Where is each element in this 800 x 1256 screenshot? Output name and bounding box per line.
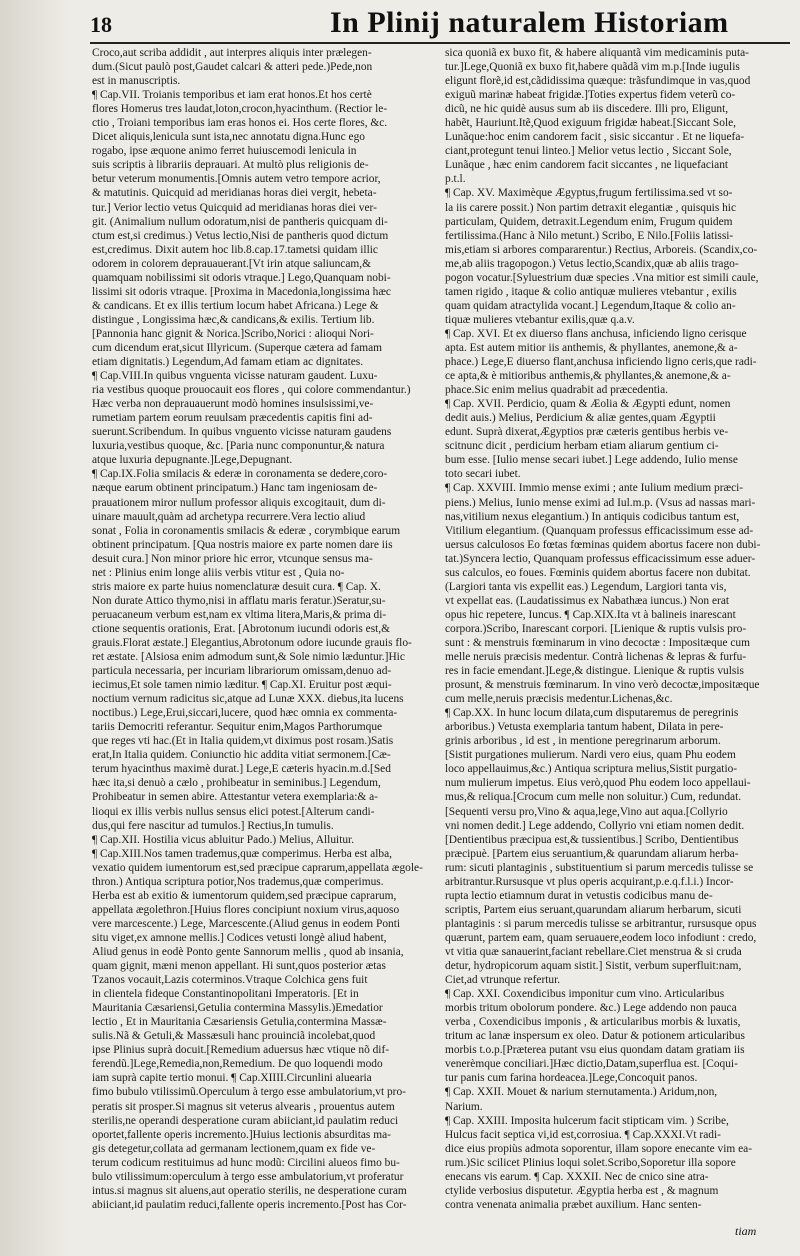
right-column-line: venerèmque conciliari.]Hæc dictio,Datam,superflua est. [Coqui- [445, 1058, 738, 1071]
left-column-line: in clientela fideque Constantinopolitani Imperatoris. [Et in [92, 988, 359, 1001]
right-column-line: enecans vis earum. ¶ Cap. XXXII. Nec de cnico sine atra- [445, 1170, 709, 1183]
right-column-line: rum: sicuti plantaginis , substituentium si parum mercedis tulisse se [445, 861, 754, 874]
left-column-line: suis scriptis à librariis deprauari. At multò plus religionis de- [92, 159, 369, 172]
left-column-line: rogabo, ipse æquone animo ferret huiuscemodi lenicula in [92, 145, 357, 158]
left-column-line: gis detegetur,collata ad germanam lectionem,quam ex fide ve- [92, 1142, 376, 1155]
right-column-line: Vitilium elegantium. (Quanquam professus efficacissimum esse ad- [445, 524, 754, 537]
left-column-line: etiam dignitatis.) Legendum,Ad famam etiam ac dignitates. [92, 356, 364, 369]
left-column-line: stris maiore ex parte huius nomenclaturæ desuit cura. ¶ Cap. X. [92, 580, 381, 593]
left-column-line: est,credimus. Dixit autem hoc lib.8.cap.17.tametsi quidam illic [92, 243, 378, 256]
right-column-line: ¶ Cap. XXVIII. Immio mense eximi ; ante Iulium medium præci- [445, 482, 744, 495]
right-column-line: bum esse. [Iulio mense secari iubet.] Lege addendo, Iulio mense [445, 454, 738, 467]
right-text-column [445, 46, 800, 1231]
right-column-line: mus,& reliqua.[Crocum cum melle non soluitur.) Cum, redundat. [445, 791, 742, 804]
right-column-line: particulam, Quidem, detraxit.Legendum enim, Frugum quidem [445, 215, 733, 228]
right-column-line: ¶ Cap. XXII. Mouet & narium sternutamenta.) Aridum,non, [445, 1086, 718, 1099]
left-column-line: grauis.Florat æstate.] Elegantius,Abrotonum odore iucunde grauis flo- [92, 636, 412, 649]
left-column-line: terum codicum restituimus ad hunc modũ: Circilini alueos fimo bu- [92, 1156, 400, 1169]
left-column-line: noctibus.) Lege,Erui,siccari,lucere, quod hæc omnia ex commenta- [92, 707, 398, 720]
left-column-line: que reges vti hac.(Et in Italia quidem,vt diximus post rosam.)Satis [92, 735, 394, 748]
page-header [0, 0, 800, 44]
right-column-line: sica quoniã ex buxo fit, & habere aliquantã vim medicaminis puta- [445, 47, 749, 59]
left-column-line: flores Homerus tres laudat,loton,crocon,hyacinthum. (Rectior le- [92, 103, 388, 116]
left-column-line: suerunt.Scribendum. In quibus vnguento vicisse naturam gaudens [92, 426, 392, 439]
left-column-line: Aliud genus in eodè Ponto gente Sannorum mellis , quod ab insania, [92, 946, 404, 958]
right-column-line: ¶ Cap.XX. In hunc locum dilata,cum disputaremus de peregrinis [445, 707, 739, 720]
left-column-line: fimo bubulo vtilissimũ.Operculum à tergo esse ambulatorium,vt pro- [92, 1086, 406, 1099]
left-column-line: terum hyacinthus maximè durat.] Lege,E cæteris hyacin.m.d.[Sed [92, 763, 391, 776]
right-column-line: vni nomen dedit.] Lege addendo, Collyrio vni etiam nomen dedit. [445, 819, 745, 832]
right-column-line: la iis carere possit.) Non partim detraxit elegantiæ , quisquis hic [445, 201, 737, 214]
left-column-line: Croco,aut scriba addidit , aut interpres aliquis inter prælegen- [92, 47, 372, 59]
right-column-line: dicũ, ne hic quidè ausus sum ab iis discedere. Illi pro, Eligunt, [445, 103, 729, 116]
left-column-line: Non durate Attico thymo,nisi in afflatu maris feratur.)Seratur,su- [92, 594, 386, 607]
left-column-line: atque luxuria depugnante.]Lege,Depugnant. [92, 454, 293, 467]
right-column-line: verba , Coxendicibus imponis , & articularibus morbis & luxatis, [445, 1016, 741, 1029]
right-column-line: ¶ Cap. XV. Maximèque Ægyptus,frugum fertilissima.sed vt so- [445, 187, 733, 200]
right-column-line: num mulierum impetus. Eius verò,quod Phu eodem loco appellaui- [445, 777, 751, 790]
left-column-line: vere marcescente.) Lege, Marcescente.(Aliud genus in eodem Ponti [92, 917, 401, 930]
right-column-line: rum.)Sic scilicet Plinius loqui solet.Scribo,Soporetur illa sopore [445, 1156, 736, 1169]
page-gutter-shadow [0, 0, 70, 1256]
left-column-line: ipse Plinius suprà docuit.[Remedium aduersus hæc vtique nõ dif- [92, 1044, 390, 1057]
right-column-line: sunt : & menstruis fœminarum in vino decoctæ : Impositæque cum [445, 636, 750, 649]
right-column-line: tiquæ mulieres vtebantur exilis,quæ q.a.v. [445, 313, 635, 326]
left-column-line: ¶ Cap.IX.Folia smilacis & ederæ in coronamenta se dedere,coro- [92, 468, 388, 481]
left-column-line: dus,qui fere nascitur ad tumulos.] Rectius,In tumulis. [92, 819, 334, 832]
right-column-line: [Sequenti versu pro,Vino & aqua,lege,Vino aut aqua.[Collyrio [445, 805, 728, 818]
right-column-line: Lunãque:hoc enim candorem facit , sisic siccantur . Et ne liquefa- [445, 131, 745, 144]
right-column-line: vt vitia quæ sanauerint,faciant rebellare.Ciet menstrua & si cruda [445, 946, 742, 958]
right-column-line: phace.Sic enim melius quadrabit ad præcedentia. [445, 384, 668, 397]
left-column-line: vexatio quidem iumentorum est,sed præcipue caprarum,appellata ægole- [92, 861, 423, 874]
left-column-line: ¶ Cap.XIII.Nos tamen trademus,quæ comperimus. Herba est alba, [92, 847, 392, 860]
left-column-line: sonat , Folia in coronamentis smilacis & ederæ , corymbique earum [92, 524, 401, 537]
right-column-line: Lunãque , hæc enim candorem facit siccantes , ne liquefaciant [445, 159, 729, 172]
page-number: 18 [90, 12, 112, 37]
left-column-line: Dicet aliquis,lenicula sunt ista,nec annotatu digna.Hunc ego [92, 131, 365, 144]
right-column-line: me,ab aliis tragopogon.) Vetus lectio,Scandix,quæ ab aliis trago- [445, 257, 739, 270]
right-column-line: rupta lectio etiamnum durat in vetustis codicibus manu de- [445, 889, 713, 902]
left-column-line: quam gignit, mæni menon appellant. Hi sunt,quos posterior ætas [92, 960, 386, 973]
left-column-line: oportet,fallente operis incremento.]Huius lectionis absurditas ma- [92, 1128, 391, 1141]
left-column-line: git. (Animalium nullum odoratum,nisi de pantheris quicquam di- [92, 215, 388, 228]
right-column-line: scitnunc dicit , perdicium herbam etiam aliarum gentium ci- [445, 440, 719, 453]
right-column-line: ¶ Cap. XXI. Coxendicibus imponitur cum vino. Articularibus [445, 988, 725, 1001]
right-column-line: loco appellauimus,&c.) Antiqua scriptura melius,Sistit purgatio- [445, 763, 738, 776]
right-column-line: vt expellat eas. (Laudatissimus ex Nabathæa iuncus.) Non erat [445, 594, 730, 607]
right-column-line: opus hic repetere, Iuncus. ¶ Cap.XIX.Ita vt à balineis inarescant [445, 608, 736, 621]
left-column-line: particula necessaria, per incuriam librariorum omissam,denuo ad- [92, 665, 392, 678]
running-title: In Plinij naturalem Historiam [330, 6, 729, 39]
left-column-line: distingue , Longissima hæc,& candicans,& exilis. Tertium lib. [92, 313, 375, 326]
right-column-line: quærunt, partem eam, quam seruauere,eodem loco infodiunt : credo, [445, 931, 757, 944]
left-column-line: appellata ægolethron.[Huius flores concipiunt noxium virus,aquoso [92, 903, 400, 916]
left-column-line: ria vestibus quoque prouocauit eos flores , qui colore commendantur.) [92, 384, 411, 397]
right-column-line: pogon vocatur.[Syluestrium duæ species .Vna mitior est simili caule, [445, 271, 759, 284]
left-column-line: rumetiam partem eorum reuulsam præcedentis capitis fini ad- [92, 412, 373, 425]
left-column-line: peruacaneum verbum est,nam ex vltima litera,Maris,& prima di- [92, 608, 387, 621]
right-column-line: Ciet,ad vtrunque refertur. [445, 974, 561, 987]
left-column-line: sterilis,ne operandi desperatione curam abiiciant,id paulatim reduci [92, 1114, 399, 1127]
left-column-line: desuit cura.] Non minor priore hic error, vtcunque sensus ma- [92, 552, 373, 565]
right-column-line: Hulcus facit septica vi,id est,corrosiua. ¶ Cap.XXXI.Vt radi- [445, 1128, 721, 1141]
right-column-line: eligunt florẽ,id est,cãdidissima quæque: trãsfundimque in vas,quod [445, 75, 751, 88]
left-column-line: hæc ita,si denuò a cælo , prohibeatur in seminibus.] Legendum, [92, 777, 381, 790]
left-column-line: erat,In Italia quidem. Coniunctio hic addita vitiat sermonem.[Cæ- [92, 749, 391, 762]
right-column-line: arbitrantur.Rursusque vt plus operis acquirant,p.e.q.f.l.i.) Incor- [445, 875, 734, 888]
left-column-line: est in manuscriptis. [92, 75, 181, 88]
left-column-line: cum dicendum erat,sicut Illyricum. (Superque cætera ad famam [92, 341, 383, 354]
right-column-line: fertilissima.(Hanc à Nilo metunt.) Scribo, E Nilo.[Foliis latissi- [445, 229, 734, 242]
right-column-line: ¶ Cap. XVI. Et ex diuerso flans anchusa, inficiendo ligno cerisque [445, 327, 747, 340]
right-column-line: contra venenata animalia præbet auxilium. Hanc senten- [445, 1198, 702, 1211]
left-column-line: Herba est ab exitio & iumentorum quidem,sed præcipue caprarum, [92, 889, 397, 902]
right-column-line: [Sistit purgationes mulierum. Nardi vero eius, quam Phu eodem [445, 749, 736, 762]
left-column-line: Mauritania Cæsariensi,Getulia contermina Massylis.)Emedatior [92, 1002, 383, 1015]
left-column-line: thron.) Antiqua scriptura potior,Nos trademus,quæ comperimus. [92, 875, 384, 888]
left-column-line: ¶ Cap.XII. Hostilia vicus abluitur Pado.) Melius, Alluitur. [92, 833, 355, 846]
left-column-line: lectio , Et in Mauritania Cæsariensis Getulia,contermina Massæ- [92, 1016, 387, 1029]
left-column-line: obtinent principatum. [Qua nostris maiore ex parte nomen dare iis [92, 538, 393, 551]
left-column-line: lissimi sit odoris vtraque. [Proxima in Macedonia,longissima hæc [92, 285, 391, 298]
right-column-line: ce apta,& è mitioribus anthemis,& phyllantes,& anemone,& a- [445, 370, 731, 383]
right-column-line: cum melle,neruis præcisis medentur.Lichenas,&c. [445, 693, 673, 706]
right-column-line: piens.) Melius, Iunio mense eximi ad Iul.m.p. (Vsus ad nassas mari- [445, 496, 756, 509]
left-column-line: betur veterum monumentis.[Omnis autem vetro tempore acrior, [92, 173, 381, 186]
header-rule [90, 42, 790, 44]
left-column-line: prauationem miror nullum professor aliquis excogitauit, dum di- [92, 496, 386, 509]
left-column-line: tur.] Verior lectio vetus Quicquid ad meridianas horas diei ver- [92, 201, 377, 214]
right-column-line: ciant,protegunt tenui linteo.] Melior vetus lectio , Siccant Sole, [445, 145, 732, 158]
right-column-line: ctylide verbosius disputetur. Ægyptia herba est , & magnum [445, 1184, 719, 1197]
catchword: tiam [735, 1224, 757, 1238]
left-column-line: [Pannonia hanc gignit & Norica.]Scribo,Norici : alioqui Nori- [92, 327, 374, 340]
left-column-line: luxuria,vestibus quoque, &c. [Paria nunc componuntur,& natura [92, 440, 385, 453]
right-column-line: quam quidam atractylida vocant.] Legendum,Itaque & colio an- [445, 299, 736, 312]
right-column-line: morbis t.o.p.[Præterea putant vsu eius quondam datam gratiam iis [445, 1044, 745, 1057]
right-column-line: morbis tritum obolorum pondere. &c.) Lege addendo non pauca [445, 1002, 737, 1015]
left-column-line: iam suprà capite tertio monui. ¶ Cap.XIIII.Circunlini aluearia [92, 1072, 372, 1085]
right-column-line: Narium. [445, 1100, 483, 1113]
left-column-line: odorem in colorem deprauauerant.[Vt irin atque saliuncam,& [92, 257, 371, 270]
left-text-column [92, 46, 447, 1231]
right-column-line: nas,vitilium nexus elegantium.) In antiquis codicibus tantum est, [445, 510, 740, 523]
left-column-line: peratis sit prosper.Si magnus sit veterus alvearis , prouentus autem [92, 1100, 395, 1113]
right-column-line: tritum ac lanæ inspersum ex oleo. Datur & potionem articularibus [445, 1030, 745, 1043]
left-column-line: ctione sequentis orationis, Erat. [Abrotonum iucundi odoris est,& [92, 622, 391, 635]
right-column-line: arboribus.) Vetusta exemplaria tantum habent, Dilata in pere- [445, 721, 724, 734]
left-column-line: ctio , Troiani temporibus iam eras honos ei. Hos certe flores, &c. [92, 117, 388, 130]
right-column-line: ¶ Cap. XVII. Perdicio, quam & Æolia & Ægypti edunt, nomen [445, 398, 731, 411]
right-column-line: phace.) Lege,E diuerso flant,anchusa inficiendo ligno ceris,que radi- [445, 356, 757, 369]
left-column-line: ferendũ.]Lege,Remedia,non,Remedium. De quo loquendi modo [92, 1058, 383, 1071]
right-column-line: corpora.)Scribo, Inarescant corpori. [Lienique & ruptis vulsis pro- [445, 622, 747, 635]
left-column-line: ¶ Cap.VII. Troianis temporibus et iam erat honos.Et hos certè [92, 89, 372, 102]
right-column-line: sus calculos, eo foues. Fœminis quidem abortus facere non dubitat. [445, 566, 751, 579]
right-column-line: dedit auis.) Melius, Perdicium & aliæ gentes,quam Ægyptii [445, 412, 716, 425]
left-column-line: noctium vernum radicitus sic,atque ad Lunæ XXX. diebus,ita lucens [92, 693, 404, 706]
left-column-line: net : Plinius enim longe aliis verbis vtitur est , Quia no- [92, 566, 345, 579]
left-column-line: & candicans. Et ex illis tertium locum habet Africana.) Lege & [92, 299, 379, 312]
left-column-line: situ viget,ex amnone mellis.] Codices vetusti longè aliud habent, [92, 931, 387, 944]
right-column-line: (Largiori tanta vis expellit eas.) Legendum, Largiori tanta vis, [445, 580, 727, 593]
left-column-line: lioqui ex illis verbis nullus sensus elici potest.[Alterum candi- [92, 805, 375, 818]
right-column-line: habẽt, Hauriunt.Itẽ,Quod exiguum frigidæ habeat.[Siccant Sole, [445, 117, 737, 130]
left-column-line: uinare mauult,quàm ad archetypa recurrere.Vera lectio aliud [92, 510, 366, 523]
right-column-line: tamen rigido , itaque & colio antiquæ mulieres vtebantur , exilis [445, 285, 737, 298]
right-column-line: grinis arboribus , id est , in mentione peregrinarum arborum. [445, 735, 721, 748]
left-column-line: dum.(Sicut paulò post,Gaudet calcari & atteri pede.)Pede,non [92, 61, 373, 74]
left-column-line: tariis Democriti referantur. Sequitur enim,Magos Parthorumque [92, 721, 383, 734]
right-column-line: edunt. Suprà dixerat,Ægyptios præ cæteris gentibus herbis ve- [445, 426, 729, 439]
left-column-line: iecimus,Et sole tamen nimio læditur. ¶ Cap.XI. Eruitur post æqui- [92, 679, 392, 692]
right-column-line: detur, hydropicorum aquam sistit.] Sistit, verbum superfluit:nam, [445, 960, 742, 973]
left-column-line: Prohibeatur in semen abire. Attestantur vetera exemplaria:& a- [92, 791, 378, 804]
right-column-line: melle neruis præcisis medentur. Contrà lichenas & lepras & furfu- [445, 651, 747, 664]
left-column-line: Hæc verba non deprauauerunt modò homines insulsissimi,ve- [92, 398, 374, 411]
left-column-line: abiiciant,id paulatim reduci,fallente operis incremento.[Post has Cor- [92, 1198, 407, 1211]
right-column-line: tat.)Syncera lectio, Quanquam professus efficacissimum esse aduer- [445, 552, 756, 565]
right-column-line: apta. Est autem mitior iis anthemis, & phyllantes, anemone,& a- [445, 341, 738, 354]
right-column-line: prosunt, & menstruis fœminarum. In vino verò decoctæ,impositæque [445, 679, 760, 692]
right-column-line: exiguũ marinæ habeat frigidæ.]Toties expertus fidem veterũ co- [445, 89, 736, 102]
right-column-line: p.t.l. [445, 173, 466, 186]
left-column-line: Tzanos vocauit,Lazis coterminos.Vtraque Colchica gens fuit [92, 974, 368, 987]
left-column-line: ¶ Cap.VIII.In quibus vnguenta vicisse naturam gaudent. Luxu- [92, 370, 378, 383]
right-column-line: tur panis cum farina hordeacea.]Lege,Concoquit panos. [445, 1072, 698, 1085]
left-column-line: sulis.Nã & Getuli,& Massæsuli hanc prouinciã incolebat,quod [92, 1030, 376, 1043]
right-column-line: præcipuè. [Partem eius seruantium,& quarundam aliarum herba- [445, 847, 739, 860]
right-column-line: dice eius propiùs admota soporentur, illam sopore enecante vim ea- [445, 1142, 752, 1155]
right-column-line: scriptis, Partem eius seruant,quarundam aliarum herbarum, sicuti [445, 903, 742, 916]
left-column-line: næque earum obtinent principatum.) Hanc tam ingeniosam de- [92, 482, 378, 495]
left-column-line: intus.si magnus sit aluens,aut operatio sterilis, ne desperatione curam [92, 1184, 407, 1197]
right-column-line: ¶ Cap. XXIII. Imposita hulcerum facit stipticam vim. ) Scribe, [445, 1114, 729, 1127]
right-column-line: [Dentientibus præcipua est,& tussientibus.] Scribo, Dentientibus [445, 833, 739, 846]
left-column-line: ctum est,si credimus.) Vetus lectio,Nisi de pantheris quod dictum [92, 229, 389, 242]
right-column-line: res in facie emendant.]Lege,& distingue. Lienique & ruptis vulsis [445, 665, 744, 678]
right-column-line: plantaginis : si parum mercedis tulisse se arbitrantur, rursusque opus [445, 917, 757, 930]
right-column-line: tur.]Lege,Quoniã ex buxo fit,habere quãdã vim m.p.[Inde iugulis [445, 61, 740, 74]
left-column-line: ret æstate. [Alsiosa enim admodum sunt,& Sole nimio læduntur.]Hic [92, 651, 405, 664]
right-column-line: mis,etiam si arbores compararentur.) Rectius, Arboreis. (Scandix,co- [445, 243, 758, 256]
left-column-line: quamquam nobilissimi sit odoris vtraque.] Lego,Quanquam nobi- [92, 271, 391, 284]
right-column-line: toto secari iubet. [445, 468, 521, 481]
right-column-line: uersus calculosos Eo fœtas fœminas quidem abortus facere non dubi- [445, 538, 761, 551]
left-column-line: & matutinis. Quicquid ad meridianas horas diei vergit, hebeta- [92, 187, 377, 200]
left-column-line: bulo vtilissimum:operculum à tergo esse ambulatorium,vt proferatur [92, 1170, 404, 1183]
